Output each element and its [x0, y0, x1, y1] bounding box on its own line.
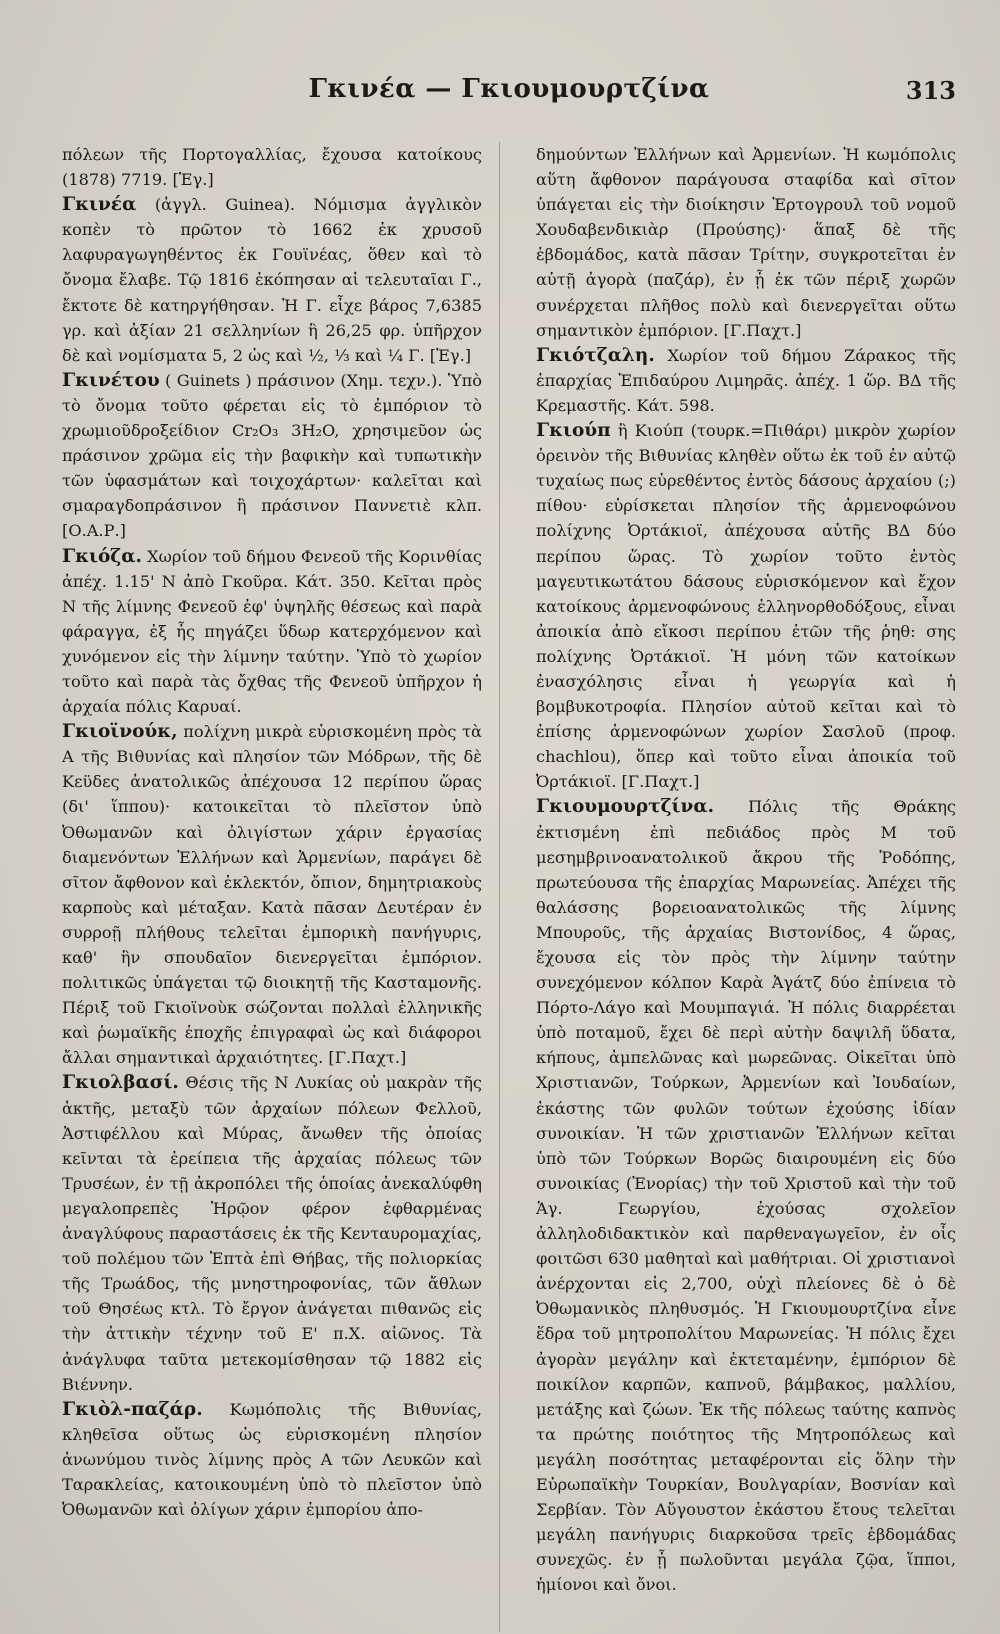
- entry-text: Χωρίον τοῦ δήμου Ζάρακος τῆς ἐπαρχίας Ἐπιδαύρου Λιμηρᾶς. ἀπέχ. 1 ὥρ. ΒΔ τῆς Κρεμαστῆς. Κάτ. 598.: [536, 345, 956, 415]
- entry: [62, 142, 482, 192]
- running-head: Γκινέα — Γκιουμουρτζίνα: [308, 74, 710, 104]
- entry-text: ( Guinets ) πράσινον (Χημ. τεχν.). Ὑπὸ τὸ ὄνομα τοῦτο φέρεται εἰς τὸ ἐμπόριον τὸ χρωμιοῦδροξείδιον Cr₂O₃ 3H₂O, χρησιμεῦον ὡς πράσινον χρῶμα εἰς τὴν βαφικὴν καὶ τυπωτικὴν τῶν ὑφασμάτων καὶ τοιχοχάρτων· καλεῖται καὶ σμαραγδοπράσινον ἢ πράσινον Παννετιὲ κλπ. [Ο.Α.Ρ.]: [62, 370, 482, 541]
- entry: [62, 368, 482, 544]
- entry-lemma: Γκιούπ: [536, 420, 611, 442]
- entry-text: Κωμόπολις τῆς Βιθυνίας, κληθεῖσα οὕτως ὡς εὑρισκομένη πλησίον ἀνωνύμου τινὸς λίμνης πρὸς Α τῶν Λευκῶν καὶ Ταρακλείας, κατοικουμένη ὑπὸ τὸ πλεῖστον ὑπὸ Ὀθωμανῶν καὶ ὀλίγων χάριν ἐμπορίου ἀπο-: [62, 1399, 482, 1520]
- entry-lemma: Γκιολβασί.: [62, 1072, 179, 1094]
- entry-text: Πόλις τῆς Θράκης ἐκτισμένη ἐπὶ πεδιάδος πρὸς Μ τοῦ μεσημβρινοανατολικοῦ ἄκρου τῆς Ῥοδόπης, πρωτεύουσα τῆς ἐπαρχίας Μαρωνείας. Ἀπέχει τῆς θαλάσσης βορειοανατολικῶς τῆς λίμνης Μπουροῦς, τῆς ἀρχαίας Βιστονίδος, 4 ὥρας, ἔχουσα εἰς τὸν πρὸς τὴν λίμνην ταύτην συνεχόμενον κόλπον Καρὰ Ἀγάτζ δύο ἐπίνεια τὸ Πόρτο-Λάγο καὶ Μουμπαγιά. Ἡ πόλις διαρρέεται ὑπὸ ποταμοῦ, ἔχει δὲ περὶ αὐτὴν δαψιλῆ ὕδατα, κήπους, ἀμπελῶνας καὶ μωρεῶνας. Οἰκεῖται ὑπὸ Χριστιανῶν, Τούρκων, Ἀρμενίων καὶ Ἰουδαίων, ἑκάστης τῶν φυλῶν τούτων ἐχούσης ἰδίαν συνοικίαν. Ἡ τῶν χριστιανῶν Ἑλλήνων κεῖται ὑπὸ τῶν Τούρκων Βορῶς διαιρουμένη εἰς δύο συνοικίας (Ἐνορίας) τὴν τοῦ Χριστοῦ καὶ τὴν τοῦ Ἁγ. Γεωργίου, ἐχούσας σχολεῖον ἀλληλοδιδακτικὸν καὶ παρθεναγωγεῖον, ἐν οἷς φοιτῶσι 630 μαθηταὶ καὶ μαθήτριαι. Οἱ χριστιανοὶ ἀνέρχονται εἰς 2,700, οὐχὶ πλείονες δὲ ὁ δὲ Ὀθωμανικὸς πληθυσμός. Ἡ Γκιουμουρτζίνα εἶνε ἕδρα τοῦ μητροπολίτου Μαρωνείας. Ἡ πόλις ἔχει ἀγορὰν μεγάλην καὶ ἐκτεταμένην, ἐμπόριον δὲ ποικίλον καρπῶν, καπνοῦ, βάμβακος, μαλλίου, μετάξης καὶ ζώων. Ἐκ τῆς πόλεως ταύτης καπνὸς τα πρώτης ποιότητος τῆς Μητροπόλεως καὶ μεγάλη ποσότητας μεταφέρονται εἰς ὅλην τὴν Εὐρωπαϊκὴν Τουρκίαν, Βουλγαρίαν, Βοσνίαν καὶ Σερβίαν. Τὸν Αὔγουστον ἑκάστου ἔτους τελεῖται μεγάλη πανήγυρις διαρκοῦσα τρεῖς ἑβδομάδας συνεχῶς. ἐν ᾗ πωλοῦνται μεγάλα ζῷα, ἵπποι, ἡμίονοι καὶ ὄνοι.: [536, 797, 956, 1595]
- entry: [536, 343, 956, 418]
- entry-text: πόλεων τῆς Πορτογαλλίας, ἔχουσα κατοίκους (1878) 7719. [Ἐγ.]: [62, 145, 482, 190]
- entry-text: ἢ Κιούπ (τουρκ.=Πιθάρι) μικρὸν χωρίον ὀρεινὸν τῆς Βιθυνίας κληθὲν οὕτω ἐκ τοῦ ἐν αὐτῷ τυχαίως πως εὑρεθέντος ἐντὸς δάσους ἀρχαίου (;) πίθου· εὑρίσκεται πλησίον τῆς ἀρμενοφώνου πολίχνης Ὀρτάκιοϊ, ἀπέχουσα αὐτῆς ΒΔ δύο περίπου ὥρας. Τὸ χωρίον τοῦτο ἐντὸς μαγευτικωτάτου δάσους εὑρισκόμενον καὶ ἔχον κατοίκους ἀρμενοφώνους ἑλληνορθοδόξους, εἶναι ἀποικία ἀπὸ εἴκοσι περίπου ἐτῶν τῆς ῥηθ: σης πολίχνης Ὀρτάκιοϊ. Ἡ μόνη τῶν κατοίκων ἐνασχόλησις εἶναι ἡ γεωργία καὶ ἡ βομβυκοτροφία. Πλησίον αὐτοῦ κεῖται καὶ τὸ ἐπίσης ἀρμενοφώνων χωρίον Σασλοῦ (προφ. chachlou), ὅπερ καὶ τοῦτο εἶναι ἀποικία τοῦ Ὀρτάκιοϊ. [Γ.Παχτ.]: [536, 421, 956, 792]
- entry-lemma: Γκιόζα.: [62, 545, 142, 567]
- entry: [536, 142, 956, 343]
- entry-lemma: Γκιουμουρτζίνα.: [536, 796, 715, 818]
- entry-lemma: Γκιοϊνούκ,: [62, 721, 178, 743]
- two-column-body: [62, 142, 956, 1597]
- left-column: [62, 142, 482, 1597]
- entry-lemma: Γκινέα: [62, 194, 137, 216]
- right-column: [536, 142, 956, 1597]
- entry-text: Θέσις τῆς Ν Λυκίας οὐ μακρὰν τῆς ἀκτῆς, μεταξὺ τῶν ἀρχαίων πόλεων Φελλοῦ, Ἀστιφέλλου καὶ Μύρας, ἄνωθεν τῆς ὁποίας κεῖνται τὰ ἐρείπεια τῆς ἀρχαίας πόλεως τῶν Τρυσέων, ἐν τῇ ἀκροπόλει τῆς ὁποίας ἀνεκαλύφθη μεγαλοπρεπὲς Ἡρῷον φέρον ἐφθαρμένας ἀναγλύφους παραστάσεις ἐκ τῆς Κενταυρομαχίας, τοῦ πολέμου τῶν Ἑπτὰ ἐπὶ Θήβας, τῆς πολιορκίας τῆς Τρωάδος, τῆς μνηστηροφονίας, τῶν ἄθλων τοῦ Θησέως κτλ. Τὸ ἔργον ἀνάγεται πιθανῶς εἰς τὴν ἀττικὴν τέχνην τοῦ Ε' π.Χ. αἰῶνος. Τὰ ἀνάγλυφα ταῦτα μετεκομίσθησαν τῷ 1882 εἰς Βιέννην.: [62, 1073, 482, 1394]
- entry-text: δημούντων Ἑλλήνων καὶ Ἀρμενίων. Ἡ κωμόπολις αὕτη ἄφθονον παράγουσα σταφίδα καὶ σῖτον ὑπάγεται εἰς τὴν διοίκησιν Ἐρτογρουλ τοῦ νομοῦ Χουδαβενδικιὰρ (Προύσης)· ἅπαξ δὲ τῆς ἑβδομάδος, κατὰ πᾶσαν Τρίτην, συγκροτεῖται ἐν αὐτῇ ἀγορὰ (παζάρ), ἐν ᾗ ἐκ τῶν πέριξ χωρῶν συνέρχεται πλῆθος πολὺ καὶ διενεργεῖται οὕτω σημαντικὸν ἐμπόριον. [Γ.Παχτ.]: [536, 145, 956, 340]
- entry-text: (ἀγγλ. Guinea). Νόμισμα ἀγγλικὸν κοπὲν τὸ πρῶτον τὸ 1662 ἐκ χρυσοῦ λαφυραγωγηθέντος ἐκ Γουϊνέας, ὅθεν καὶ τὸ ὄνομα ἔλαβε. Τῷ 1816 ἐκόπησαν αἱ τελευταῖαι Γ., ἔκτοτε δὲ κατηργήθησαν. Ἡ Γ. εἶχε βάρος 7,6385 γρ. καὶ ἀξίαν 21 σελληνίων ἢ 26,25 φρ. ὑπῆρχον δὲ καὶ νομίσματα 5, 2 ὡς καὶ ½, ⅓ καὶ ¼ Γ. [Ἐγ.]: [62, 195, 482, 365]
- entry-text: πολίχνη μικρὰ εὑρισκομένη πρὸς τὰ Α τῆς Βιθυνίας καὶ πλησίον τῶν Μόδρων, τῆς δὲ Κεϋδες ἀνατολικῶς ἀπέχουσα 12 περίπου ὥρας (δι' ἵππου)· κατοικεῖται τὸ πλεῖστον ὑπὸ Ὀθωμανῶν καὶ ὀλιγίστων χάριν ἐργασίας διαμενόντων Ἑλλήνων καὶ Ἀρμενίων, παράγει δὲ σῖτον ἄφθονον καὶ ἐκλεκτόν, ὄπιον, δημητριακοὺς καρποὺς καὶ μέταξαν. Κατὰ πᾶσαν Δευτέραν ἐν συρροῇ πλήθους τελεῖται ἐμπορικὴ πανήγυρις, καθ' ἣν σπουδαῖον διενεργεῖται ἐμπόριον. πολιτικῶς ὑπάγεται τῷ διοικητῇ τῆς Κασταμονῆς. Πέριξ τοῦ Γκιοϊνοὺκ σώζονται πολλαὶ ἑλληνικῆς καὶ ῥωμαϊκῆς ἐποχῆς ἐπιγραφαὶ ὡς καὶ διάφοροι ἄλλαι σημαντικαὶ ἀρχαιότητες. [Γ.Παχτ.]: [62, 722, 482, 1068]
- entry-lemma: Γκιότζαλη.: [536, 344, 655, 366]
- entry-text: Χωρίον τοῦ δήμου Φενεοῦ τῆς Κορινθίας ἀπέχ. 1.15' Ν ἀπὸ Γκοῦρα. Κάτ. 350. Κεῖται πρὸς Ν τῆς λίμνης Φενεοῦ ἐφ' ὑψηλῆς θέσεως καὶ παρὰ φάραγγα, ἐξ ἧς πηγάζει ὕδωρ κατερχόμενον καὶ χυνόμενον εἰς τὴν λίμνην ταύτην. Ὑπὸ τὸ χωρίον τοῦτο καὶ παρὰ τὰς ὄχθας τῆς Φενεοῦ ὑπῆρχον ἡ ἀρχαία πόλις Καρυαί.: [62, 546, 482, 717]
- entry-lemma: Γκιὸλ-παζάρ.: [62, 1398, 203, 1420]
- page-header: [62, 70, 956, 114]
- entry-lemma: Γκινέτου: [62, 369, 160, 391]
- entry: [536, 794, 956, 1597]
- entry: [62, 1397, 482, 1522]
- entry: [62, 544, 482, 720]
- entry: [62, 192, 482, 368]
- entry: [62, 1070, 482, 1396]
- column-divider: [499, 142, 500, 1632]
- entry: [536, 418, 956, 794]
- page-number: 313: [905, 76, 956, 105]
- entry: [62, 719, 482, 1070]
